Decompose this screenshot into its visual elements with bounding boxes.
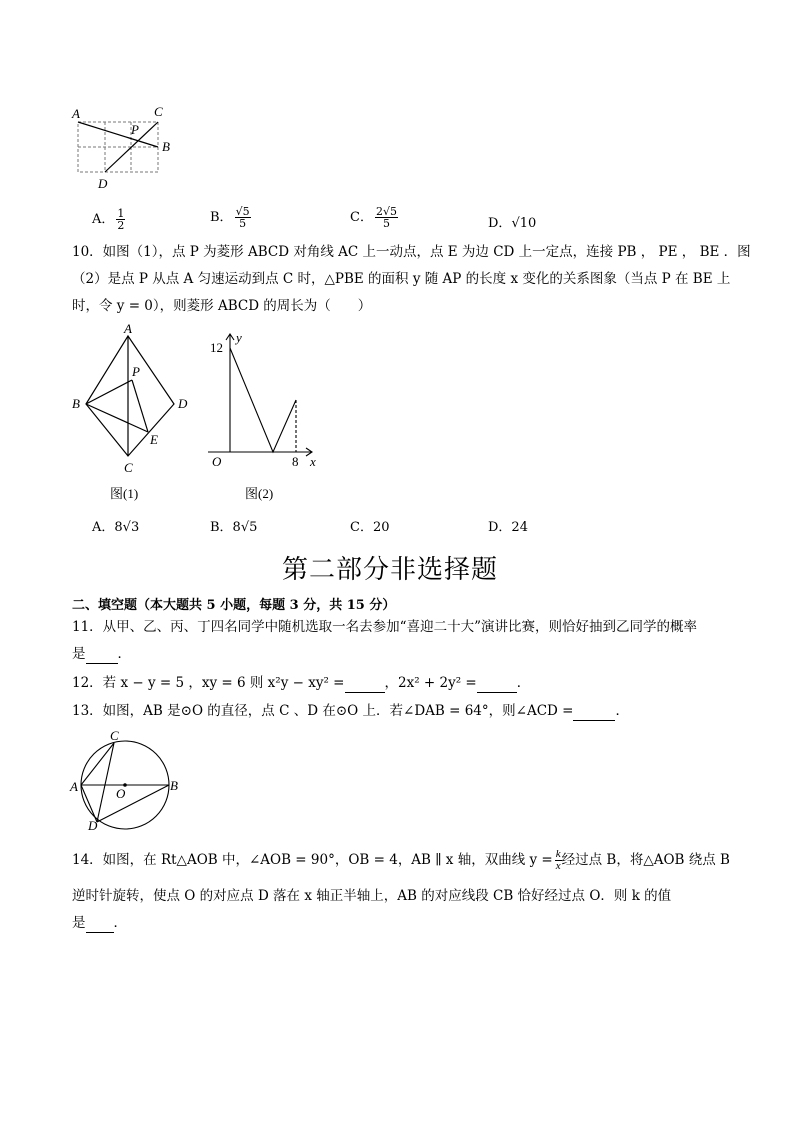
q9-option-c[interactable] [350,206,398,229]
q9-label-b: B [162,139,170,154]
q14-line-3 [72,913,127,933]
q12-prefix: 12．若 x − y = 5 ，xy = 6 则 x²y − xy² = [72,675,345,691]
q9-option-a-label: A． [92,212,115,227]
q14-line-2: 逆时针旋转，使点 O 的对应点 D 落在 x 轴正半轴上，AB 的对应线段 CB 恰好经过点 O．则 k 的值 [72,888,672,904]
q9-option-b-fraction: $\frac{√5}{5}$ [235,205,250,230]
q10-line-1: 10．如图（1），点 P 为菱形 ABCD 对角线 AC 上一动点，点 E 为边 CD 上一定点，连接 PB ， PE ， BE ．图 [72,244,751,260]
q9-label-c: C [154,104,163,119]
q11-line-2 [72,644,131,664]
q13-line [72,701,629,721]
q10-line-2: （2）是点 P 从点 A 匀速运动到点 C 时，△PBE 的面积 y 随 AP 的长度 x 变化的关系图象（当点 P 在 BE 上 [72,271,731,287]
q9-label-a: A [72,106,80,121]
q14-line-1-b: 经过点 B，将△AOB 绕点 B [561,852,730,868]
q10-option-d[interactable]: D．24 [488,520,528,535]
q10-fig1-label-d: D [178,396,188,411]
q13-prefix: 13．如图，AB 是⊙O 的直径，点 C 、D 在⊙O 上．若∠DAB = 64°，则∠ACD = [72,703,574,719]
q10-fig1-label-a: A [124,322,132,336]
q14-line-3-prefix: 是 [72,915,86,931]
q12-line [72,673,530,693]
q10-fig1-caption: 图(1) [110,486,139,501]
q10-fig2-caption: 图(2) [245,486,274,501]
q14-line-1 [72,849,730,872]
q12-answer-blank-2[interactable] [477,678,517,693]
q14-line-3-suffix: ． [113,915,127,931]
q9-option-a-fraction: $\frac{1}{2}$ [117,207,125,232]
q10-option-c[interactable]: C．20 [350,520,390,535]
q10-fig1-label-p: P [132,364,140,379]
q12-suffix: ． [516,675,531,691]
q9-grid-figure [70,102,180,192]
q10-option-b[interactable]: B．8√5 [210,520,258,535]
q10-fig1-label-e: E [150,432,158,447]
q9-option-b-label: B． [210,210,233,225]
q12-answer-blank-1[interactable] [345,678,385,693]
q10-rhombus-figure [66,322,196,507]
q9-label-p: P [131,122,139,137]
q13-fig-label-a: A [70,779,78,794]
q10-fig2-x-tick: 8 [292,454,299,469]
q11-line-2-prefix: 是 [72,646,86,662]
q9-label-d: D [98,176,108,191]
q13-fig-label-o: O [116,786,126,801]
q10-fig1-label-b: B [72,396,80,411]
q13-circle-figure [66,728,186,832]
q14-line-1-a: 14．如图，在 Rt△AOB 中，∠AOB = 90°，OB = 4，AB ∥ x 轴，双曲线 y = [72,852,553,868]
q9-option-d-label: D． [488,216,512,231]
q9-option-d-value: √10 [511,216,537,231]
q9-option-d[interactable] [488,212,536,231]
q13-fig-label-c: C [110,728,119,743]
q10-fig2-x-label: x [310,454,316,469]
q9-option-c-fraction: $\frac{2√5}{5}$ [375,205,397,230]
section2-header: 二、填空题（本大题共 5 小题，每题 3 分，共 15 分） [72,598,396,613]
q11-line-1: 11．从甲、乙、丙、丁四名同学中随机选取一名去参加“喜迎二十大”演讲比赛，则恰好抽到乙同学的概率 [72,619,697,635]
q11-answer-blank[interactable] [86,649,118,664]
q10-fig2-origin: O [212,454,222,469]
q11-line-2-suffix: ． [117,646,131,662]
q9-option-a[interactable] [92,208,125,231]
q13-fig-label-d: D [88,818,98,832]
q10-line-3: 时，令 y = 0），则菱形 ABCD 的周长为（ ） [72,298,372,314]
q14-fraction: $\frac{k}{x}$ [555,848,561,872]
q10-fig2-y-tick: 12 [210,340,223,355]
part2-title: 第二部分非选择题 [282,555,499,585]
q13-answer-blank[interactable] [573,706,615,721]
q9-option-c-label: C． [350,210,373,225]
q10-graph-figure [200,330,330,507]
q13-suffix: ． [615,703,629,719]
q13-fig-label-b: B [170,778,178,793]
q10-option-a[interactable]: A．8√3 [92,520,140,535]
q10-fig1-label-c: C [124,460,133,475]
q14-answer-blank[interactable] [86,918,114,933]
q9-option-b[interactable] [210,206,251,229]
q10-fig2-y-label: y [236,330,242,345]
q12-middle: ，2x² + 2y² = [384,675,477,691]
